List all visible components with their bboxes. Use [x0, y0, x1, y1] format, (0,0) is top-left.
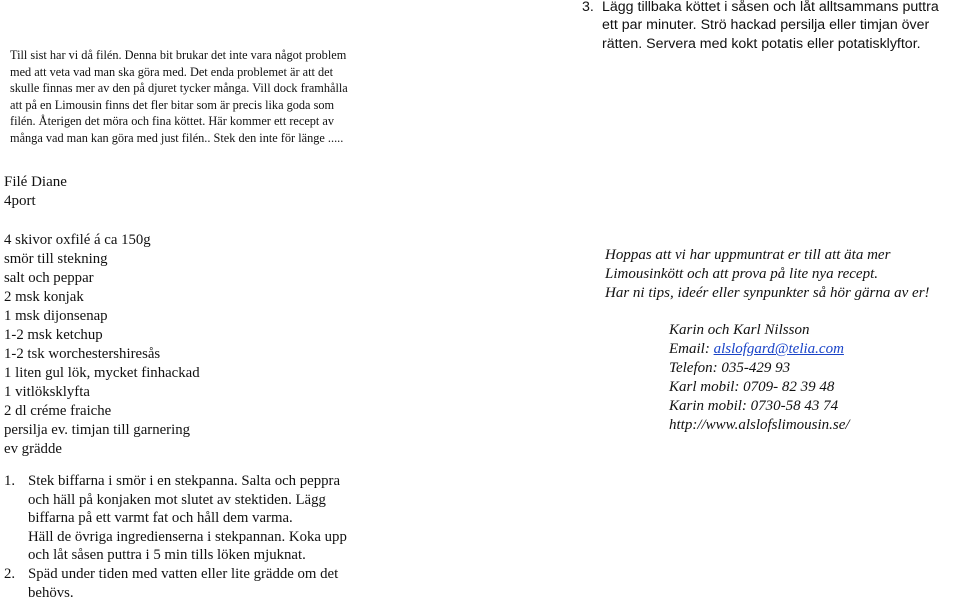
email-label: Email:	[669, 341, 714, 357]
ingredient-list	[4, 231, 200, 459]
email-link[interactable]: alslofgard@telia.com	[713, 341, 844, 357]
step-line: och häll på konjaken mot slutet av stektiden. Lägg	[28, 491, 326, 508]
recipe-steps	[4, 472, 394, 602]
step-line: ett par minuter. Strö hackad persilja eller timjan över	[602, 17, 930, 34]
ingredient-item: persilja ev. timjan till garnering	[4, 422, 191, 438]
intro-line: skulle finnas mer av den på djuret tycker många. Vill dock framhålla	[10, 81, 348, 96]
contact-email-row	[669, 340, 850, 359]
step-line: rätten. Servera med kokt potatis eller potatisklyftor.	[602, 35, 921, 52]
contact-karin-mobile: Karin mobil: 0730-58 43 74	[669, 398, 839, 414]
step-line: Stek biffarna i smör i en stekpanna. Salta och peppra	[28, 473, 341, 489]
step-line: biffarna på ett varmt fat och håll dem varma.	[28, 510, 293, 527]
step-number: 1.	[4, 473, 16, 489]
step-line: och låt såsen puttra i 5 min tills löken mjuknat.	[28, 547, 306, 564]
ingredient-item: 1 liten gul lök, mycket finhackad	[4, 365, 200, 381]
ingredient-item: smör till stekning	[4, 251, 108, 267]
step-line: Lägg tillbaka köttet i såsen och låt alltsammans puttra	[602, 0, 939, 15]
contact-name: Karin och Karl Nilsson	[669, 322, 810, 338]
contact-website[interactable]: http://www.alslofslimousin.se/	[669, 417, 850, 433]
intro-paragraph	[10, 47, 390, 147]
intro-line: många vad man kan göra med just filén.. Stek den inte för länge .....	[10, 130, 344, 145]
ingredient-item: 1-2 msk ketchup	[4, 327, 103, 343]
recipe-step	[4, 472, 394, 565]
contact-block	[669, 321, 850, 435]
step-line: Häll de övriga ingredienserna i stekpannan. Koka upp	[28, 528, 347, 545]
closing-line: Har ni tips, ideér eller synpunkter så hör gärna av er!	[605, 285, 930, 301]
ingredient-item: 2 msk konjak	[4, 289, 84, 305]
recipe-portions: 4port	[4, 193, 36, 209]
recipe-step	[4, 565, 394, 602]
ingredient-item: 1 vitlöksklyfta	[4, 384, 90, 400]
recipe-title: Filé Diane	[4, 174, 67, 190]
ingredient-item: salt och peppar	[4, 270, 94, 286]
ingredient-item: ev grädde	[4, 441, 62, 457]
ingredient-item: 4 skivor oxfilé á ca 150g	[4, 232, 151, 248]
intro-line: Till sist har vi då filén. Denna bit brukar det inte vara något problem	[10, 48, 347, 62]
recipe-step	[582, 0, 960, 53]
ingredient-item: 1 msk dijonsenap	[4, 308, 108, 324]
step-number: 3.	[582, 0, 594, 15]
contact-phone: Telefon: 035-429 93	[669, 360, 791, 376]
step-line: Späd under tiden med vatten eller lite grädde om det	[28, 565, 339, 582]
intro-line: med att veta vad man ska göra med. Det enda problemet är att det	[10, 64, 334, 79]
step-number: 2.	[4, 565, 16, 582]
contact-karl-mobile: Karl mobil: 0709- 82 39 48	[669, 379, 835, 395]
closing-line: Hoppas att vi har uppmuntrat er till att äta mer	[605, 247, 891, 263]
ingredient-item: 1-2 tsk worchestershiresås	[4, 346, 161, 362]
closing-message	[605, 246, 930, 303]
ingredient-item: 2 dl créme fraiche	[4, 403, 112, 419]
recipe-step-continued	[582, 0, 960, 53]
closing-line: Limousinkött och att prova på lite nya recept.	[605, 266, 879, 282]
step-line: behövs.	[28, 584, 74, 601]
intro-line: filén. Återigen det möra och fina köttet. Här kommer ett recept av	[10, 114, 335, 129]
intro-line: att på en Limousin finns det fler bitar som är precis lika goda som	[10, 97, 335, 112]
